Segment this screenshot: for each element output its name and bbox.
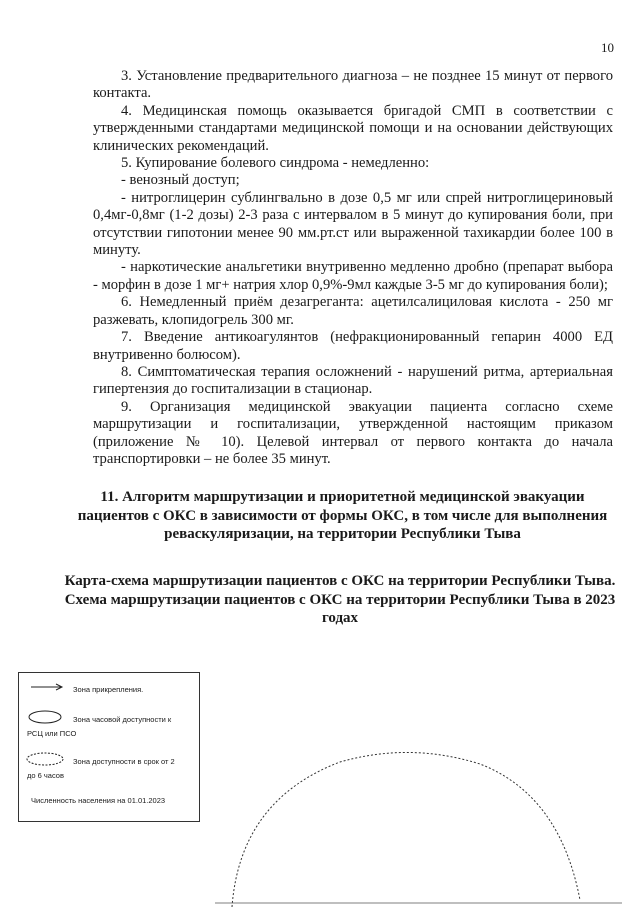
paragraph-item-5: 5. Купирование болевого синдрома - немедленно: (121, 155, 430, 172)
legend-row-solid-oval (25, 709, 195, 739)
paragraph-item-3: 3. Установление предварительного диагноза – не позднее 15 минут от первого контакта. (93, 68, 613, 102)
paragraph-analgesics: - наркотические анальгетики внутривенно медленно дробно (препарат выбора - морфин в дозе 1 мг+ натрия хлор 0,9%-9мл каждые 3-5 мг до купирования боли); (93, 259, 613, 293)
paragraph-item-7: 7. Введение антикоагулянтов (нефракционированный гепарин 4000 ЕД внутривенно болюсом). (93, 329, 613, 363)
paragraph-item-4: 4. Медицинская помощь оказывается бригадой СМП в соответствии с утвержденными стандартами медицинской помощи и на основании действующих клинических рекомендаций. (93, 102, 613, 154)
legend-label-2-6-hours-1: Зона доступности в срок от 2 (73, 757, 175, 766)
map-title: Карта-схема маршрутизации пациентов с ОКС на территории Республики Тыва. Схема маршрутизации пациентов с ОКС на территории Республики Тыва в 2023 годах (64, 573, 616, 626)
legend-label-hour-zone-1: Зона часовой доступности к (73, 715, 172, 724)
paragraph-item-6: 6. Немедленный приём дезагреганта: ацетилсалициловая кислота - 250 мг разжевать, клопидогрель 300 мг. (93, 294, 613, 328)
legend-label-2-6-hours-2: до 6 часов (27, 771, 64, 780)
legend-label-hour-zone-2: РСЦ или ПСО (27, 729, 77, 738)
legend-label-population: Численность населения на 01.01.2023 (31, 796, 166, 805)
arrow-icon (29, 681, 69, 693)
legend-label-attachment: Зона прикрепления. (73, 685, 144, 694)
dashed-oval-icon (25, 751, 69, 767)
page-number: 10 (601, 40, 614, 55)
paragraph-item-8: 8. Симптоматическая терапия осложнений - нарушений ритма, артериальная гипертензия до госпитализации в стационар. (93, 363, 613, 398)
legend-row-arrow (25, 681, 195, 697)
legend-row-dashed-oval (25, 751, 195, 781)
paragraph-venous-access: - венозный доступ; (121, 172, 240, 189)
legend-row-population (25, 795, 195, 809)
paragraph-item-9: 9. Организация медицинской эвакуации пациента согласно схеме маршрутизации и госпитализации, утвержденной настоящим приказом (приложение № 10). Целевой интервал от первого контакта до начала транспортировки – не более 35 минут. (93, 398, 613, 467)
paragraph-nitroglycerin: - нитроглицерин сублингвально в дозе 0,5 мг или спрей нитроглицериновый 0,4мг-0,8мг (1-2 дозы) 2-3 раза с интервалом в 5 минут до купирования боли, при отсутствии гипотонии менее 90 мм.рт.ст или выраженной тахикардии более 100 в минуту. (93, 189, 613, 259)
solid-oval-icon (27, 709, 67, 725)
document-body (93, 68, 613, 468)
section-heading: 11. Алгоритм маршрутизации и приоритетной медицинской эвакуации пациентов с ОКС в зависимости от формы ОКС, в том числе для выполнения реваскуляризации, на территории Республики Тыва (77, 489, 608, 542)
availability-zone-dashed-arc (232, 752, 580, 907)
map-legend (18, 672, 200, 822)
